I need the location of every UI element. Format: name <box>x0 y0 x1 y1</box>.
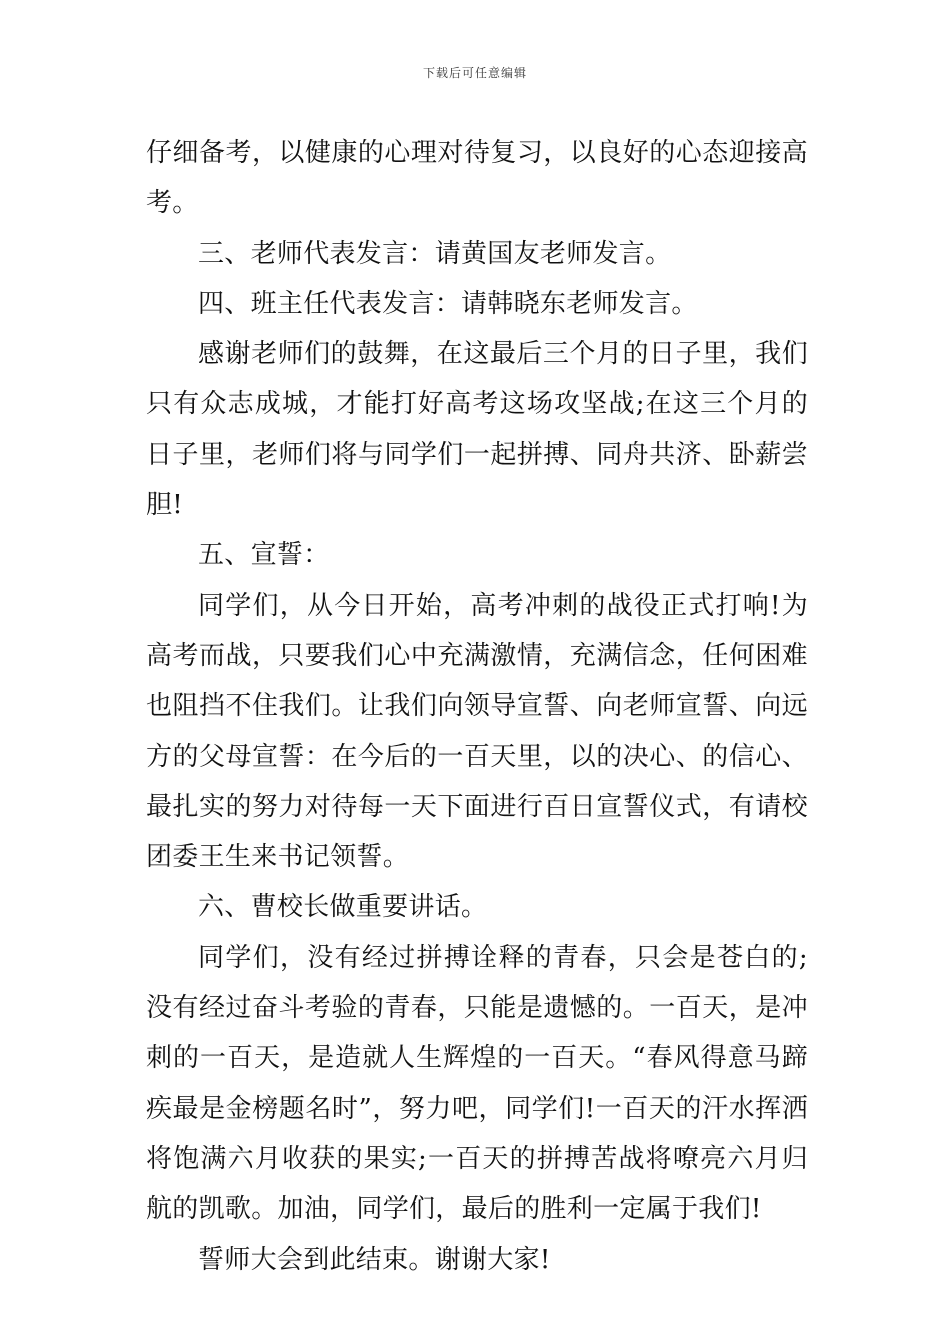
paragraph-exam-prep: 仔细备考，以健康的心理对待复习，以良好的心态迎接高考。 <box>146 138 808 219</box>
paragraph-principal-heading: 六、曹校长做重要讲话。 <box>198 892 488 923</box>
paragraph-oath-heading: 五、宣誓： <box>198 540 330 571</box>
paragraph-head-teacher-speech: 四、班主任代表发言：请韩晓东老师发言。 <box>198 288 698 319</box>
paragraph-principal-speech: 同学们，没有经过拼搏诠释的青春，只会是苍白的;没有经过奋斗考验的青春，只能是遗憾的。一百天，是冲刺的一百天，是造就人生辉煌的一百天。“春风得意马蹄疾最是金榜题名时”，努力吧，同学们!一百天的汗水挥洒将饱满六月收获的果实;一百天的拼搏苦战将嘹亮六月归航的凯歌。加油，同学们，最后的胜利一定属于我们! <box>146 942 808 1225</box>
paragraph-teacher-speech: 三、老师代表发言：请黄国友老师发言。 <box>198 238 672 269</box>
document-body <box>146 128 808 1285</box>
paragraph-closing: 誓师大会到此结束。谢谢大家! <box>198 1244 551 1275</box>
paragraph-thanks-teachers: 感谢老师们的鼓舞，在这最后三个月的日子里，我们只有众志成城，才能打好高考这场攻坚战;在这三个月的日子里，老师们将与同学们一起拼搏、同舟共济、卧薪尝胆! <box>146 339 808 521</box>
page-header-note: 下载后可任意编辑 <box>422 66 527 80</box>
paragraph-oath-body: 同学们，从今日开始，高考冲刺的战役正式打响!为高考而战，只要我们心中充满激情，充满信念，任何困难也阻挡不住我们。让我们向领导宣誓、向老师宣誓、向远方的父母宣誓：在今后的一百天里，以的决心、的信心、最扎实的努力对待每一天下面进行百日宣誓仪式，有请校团委王生来书记领誓。 <box>146 590 808 873</box>
